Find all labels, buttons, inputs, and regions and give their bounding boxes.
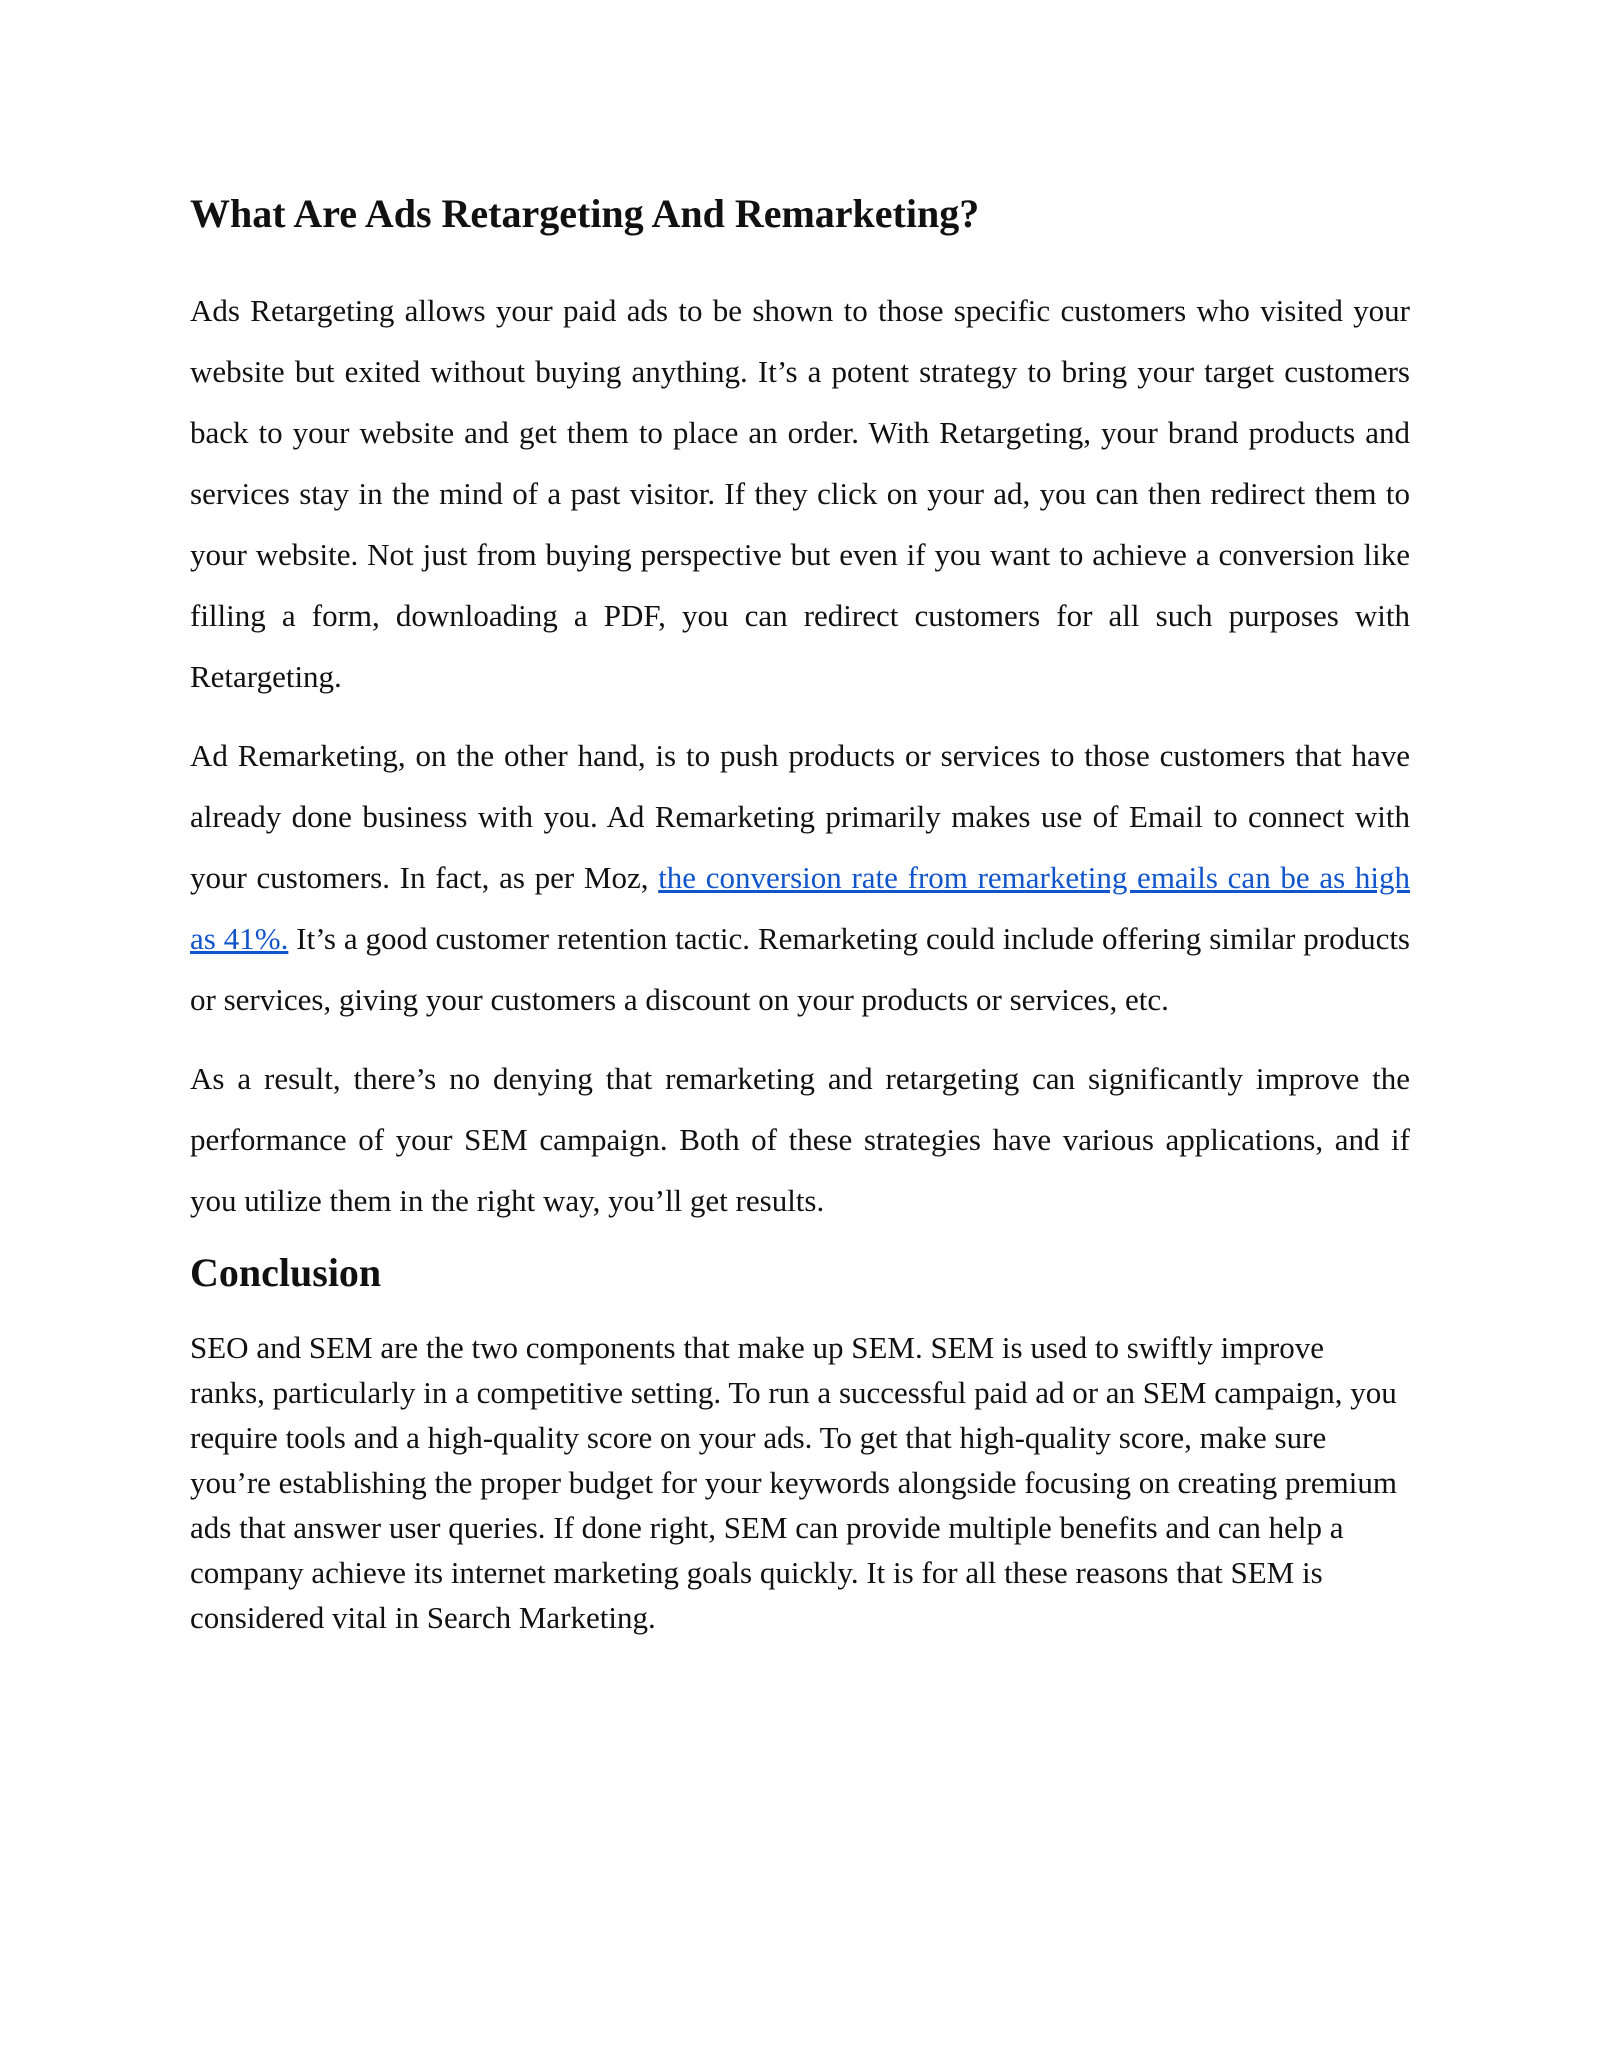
paragraph-remarketing-text: Ad Remarketing, on the other hand, is to push products or services to those customers that have already done business with you. Ad Remarketing primarily makes use of Email to connect with your customers. In fact, as per Moz, — [190, 738, 1410, 895]
page-title: What Are Ads Retargeting And Remarketing? — [190, 191, 980, 236]
conclusion-heading: Conclusion — [190, 1250, 382, 1295]
paragraph-result: As a result, there’s no denying that remarketing and retargeting can significantly improve the performance of your SEM campaign. Both of these strategies have various applications, and if you utilize them in the right way, you’ll get results. — [190, 1061, 1410, 1218]
paragraph-retargeting: Ads Retargeting allows your paid ads to be shown to those specific customers who visited your website but exited without buying anything. It’s a potent strategy to bring your target customers back to your website and get them to place an order. With Retargeting, your brand products and services stay in the mind of a past visitor. If they click on your ad, you can then redirect them to your website. Not just from buying perspective but even if you want to achieve a conversion like filling a form, downloading a PDF, you can redirect customers for all such purposes with Retargeting. — [190, 293, 1410, 694]
document-page — [190, 180, 1410, 1640]
paragraph-conclusion: SEO and SEM are the two components that make up SEM. SEM is used to swiftly improve ranks, particularly in a competitive setting. To run a successful paid ad or an SEM campaign, you require tools and a high-quality score on your ads. To get that high-quality score, make sure you’re establishing the proper budget for your keywords alongside focusing on creating premium ads that answer user queries. If done right, SEM can provide multiple benefits and can help a company achieve its internet marketing goals quickly. It is for all these reasons that SEM is considered vital in Search Marketing. — [190, 1330, 1397, 1635]
paragraph-remarketing-text-end: It’s a good customer retention tactic. Remarketing could include offering similar products or services, giving your customers a discount on your products or services, etc. — [190, 921, 1411, 1017]
paragraph-remarketing — [190, 725, 1410, 1030]
moz-conversion-rate-link[interactable]: the conversion rate from remarketing emails can be as high as 41%. — [190, 860, 1410, 956]
